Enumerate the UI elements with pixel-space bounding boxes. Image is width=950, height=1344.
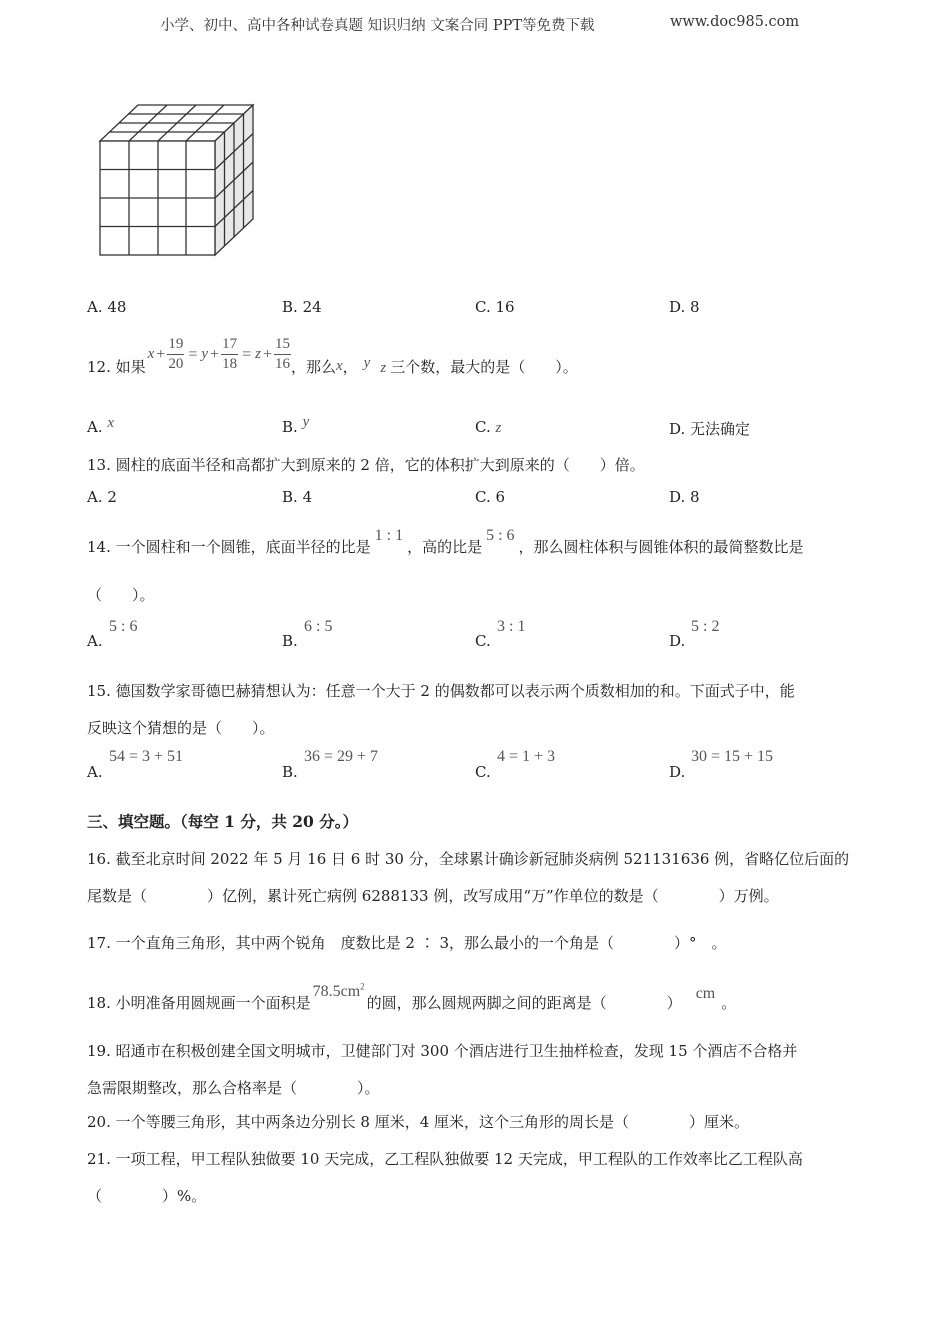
fraction-15-16: $\frac{15}{16}$: [274, 336, 290, 372]
q12-option-b[interactable]: B. y: [282, 414, 310, 436]
q13-question: 13. 圆柱的底面半径和高都扩大到原来的 2 倍，它的体积扩大到原来的（ ）倍。: [87, 456, 645, 474]
q12-option-c[interactable]: C. z: [475, 418, 502, 436]
q17-question: 17. 一个直角三角形，其中两个锐角 度数比是 2 ∶ 3，那么最小的一个角是（ ）° 。: [87, 934, 727, 952]
fraction-17-18: $\frac{17}{18}$: [222, 336, 238, 372]
section-title: 三、填空题。（每空 1 分，共 20 分。）: [87, 812, 358, 831]
cube-figure: [95, 100, 260, 262]
q13-option-b[interactable]: B. 4: [282, 488, 313, 506]
q11-option-d[interactable]: D. 8: [669, 298, 700, 316]
q12-option-a[interactable]: A. x: [87, 415, 115, 436]
q16-question: 16. 截至北京时间 2022 年 5 月 16 日 6 时 30 分，全球累计确诊新冠肺炎病例 521131636 例，省略亿位后面的: [87, 850, 850, 868]
q21-question: 21. 一项工程，甲工程队独做要 10 天完成，乙工程队独做要 12 天完成，甲工程队的工作效率比乙工程队高: [87, 1150, 803, 1168]
q19-question-line2: 急需限期整改，那么合格率是（ ）。: [87, 1079, 380, 1097]
q14-option-a[interactable]: A. 5 : 6: [87, 618, 138, 650]
q13-option-a[interactable]: A. 2: [87, 488, 117, 506]
q11-option-b[interactable]: B. 24: [282, 298, 322, 316]
area-value: $78.5cm^2$: [312, 981, 365, 1000]
q14-option-c[interactable]: C. 3 : 1: [475, 618, 526, 650]
q13-option-c[interactable]: C. 6: [475, 488, 506, 506]
fraction-19-20: $\frac{19}{20}$: [168, 336, 184, 372]
q15-option-d[interactable]: D. 30 = 15 + 15: [669, 748, 774, 781]
header-text: 小学、初中、高中各种试卷真题 知识归纳 文案合同 PPT等免费下载: [160, 18, 595, 34]
q15-question-line2: 反映这个猜想的是（ ）。: [87, 719, 275, 737]
q15-option-a[interactable]: A. 54 = 3 + 51: [87, 748, 184, 781]
q19-question: 19. 昭通市在积极创建全国文明城市，卫健部门对 300 个酒店进行卫生抽样检查，发现 15 个酒店不合格并: [87, 1042, 798, 1060]
q20-question: 20. 一个等腰三角形，其中两条边分别长 8 厘米，4 厘米，这个三角形的周长是（ ）厘米。: [87, 1113, 750, 1131]
q12-option-d[interactable]: D. 无法确定: [669, 420, 751, 438]
q16-question-line2: 尾数是（ ）亿例，累计死亡病例 6288133 例，改写成用“万”作单位的数是（ ）万例。: [87, 887, 779, 905]
header-website: www.doc985.com: [670, 14, 800, 30]
q15-option-c[interactable]: C. 4 = 1 + 3: [475, 748, 556, 781]
q11-option-c[interactable]: C. 16: [475, 298, 515, 316]
q11-option-a[interactable]: A. 48: [87, 298, 127, 316]
q18-question: 18. 小明准备用圆规画一个面积是$78.5cm^2$的圆，那么圆规两脚之间的距离是（ ）cm。: [87, 981, 737, 1012]
q14-option-b[interactable]: B. 6 : 5: [282, 618, 333, 650]
q15-option-b[interactable]: B. 36 = 29 + 7: [282, 748, 379, 781]
q21-question-line2: （ ）%。: [87, 1187, 207, 1205]
q13-option-d[interactable]: D. 8: [669, 488, 700, 506]
q12-question: 12. 如果 x + $\frac{19}{20}$ = y + $\frac{17}{18}$ = z + $\frac{15}{16}$ ，那么 x ， y z 三个数，最大的是（ ）。: [87, 336, 578, 376]
q14-option-d[interactable]: D. 5 : 2: [669, 618, 720, 650]
q15-question: 15. 德国数学家哥德巴赫猜想认为：任意一个大于 2 的偶数都可以表示两个质数相加的和。下面式子中，能: [87, 682, 795, 700]
q14-question: 14. 一个圆柱和一个圆锥，底面半径的比是1 : 1，高的比是5 : 6，那么圆柱体积与圆锥体积的最简整数比是: [87, 527, 804, 556]
q14-question-line2: （ ）。: [87, 586, 155, 604]
